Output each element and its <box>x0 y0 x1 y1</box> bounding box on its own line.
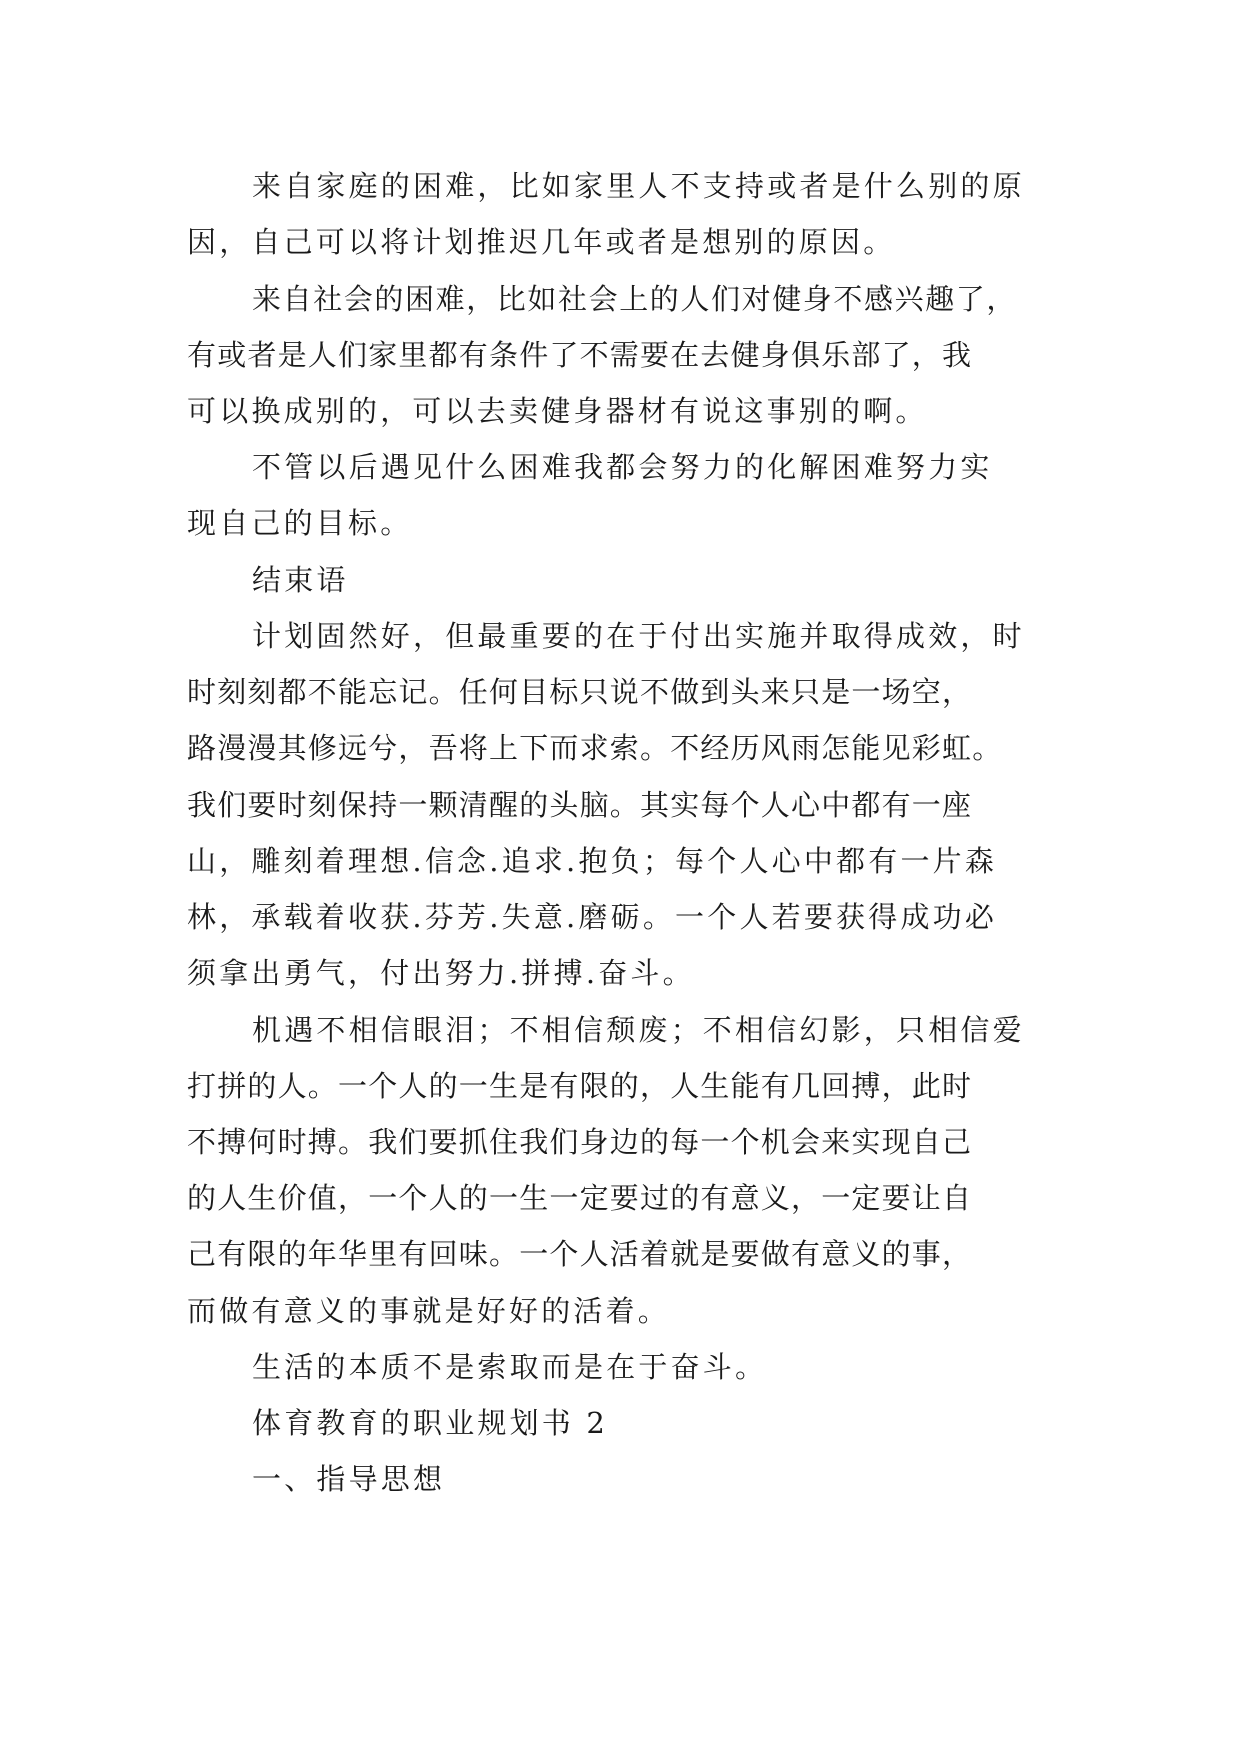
text-line: 而做有意义的事就是好好的活着。 <box>187 1294 671 1328</box>
text-line: 时刻刻都不能忘记。任何目标只说不做到头来只是一场空， <box>187 675 973 709</box>
text-line: 有或者是人们家里都有条件了不需要在去健身俱乐部了，我 <box>187 338 973 372</box>
section-heading: 结束语 <box>252 563 349 597</box>
text-line: 须拿出勇气，付出努力.拼搏.奋斗。 <box>187 956 695 990</box>
text-line: 现自己的目标。 <box>187 506 413 540</box>
text-line: 的人生价值，一个人的一生一定要过的有意义，一定要让自 <box>187 1181 973 1215</box>
text-line: 机遇不相信眼泪；不相信颓废；不相信幻影，只相信爱 <box>252 1013 1025 1047</box>
text-line: 计划固然好，但最重要的在于付出实施并取得成效，时 <box>252 619 1025 653</box>
text-line: 因，自己可以将计划推迟几年或者是想别的原因。 <box>187 225 896 259</box>
section-heading: 一、指导思想 <box>252 1462 446 1496</box>
text-line: 不搏何时搏。我们要抓住我们身边的每一个机会来实现自己 <box>187 1125 973 1159</box>
text-line: 林，承载着收获.芬芳.失意.磨砺。一个人若要获得成功必 <box>187 900 998 934</box>
text-line: 生活的本质不是索取而是在于奋斗。 <box>252 1350 768 1384</box>
text-line: 山，雕刻着理想.信念.追求.抱负；每个人心中都有一片森 <box>187 844 998 878</box>
text-line: 不管以后遇见什么困难我都会努力的化解困难努力实 <box>252 450 993 484</box>
text-line: 打拼的人。一个人的一生是有限的，人生能有几回搏，此时 <box>187 1069 973 1103</box>
text-line: 己有限的年华里有回味。一个人活着就是要做有意义的事， <box>187 1237 973 1271</box>
section-heading: 体育教育的职业规划书 2 <box>252 1406 609 1440</box>
text-line: 来自社会的困难，比如社会上的人们对健身不感兴趣了， <box>252 282 1018 316</box>
text-line: 路漫漫其修远兮，吾将上下而求索。不经历风雨怎能见彩虹。 <box>187 731 1003 765</box>
text-line: 我们要时刻保持一颗清醒的头脑。其实每个人心中都有一座 <box>187 788 973 822</box>
text-line: 来自家庭的困难，比如家里人不支持或者是什么别的原 <box>252 169 1025 203</box>
text-line: 可以换成别的，可以去卖健身器材有说这事别的啊。 <box>187 394 928 428</box>
